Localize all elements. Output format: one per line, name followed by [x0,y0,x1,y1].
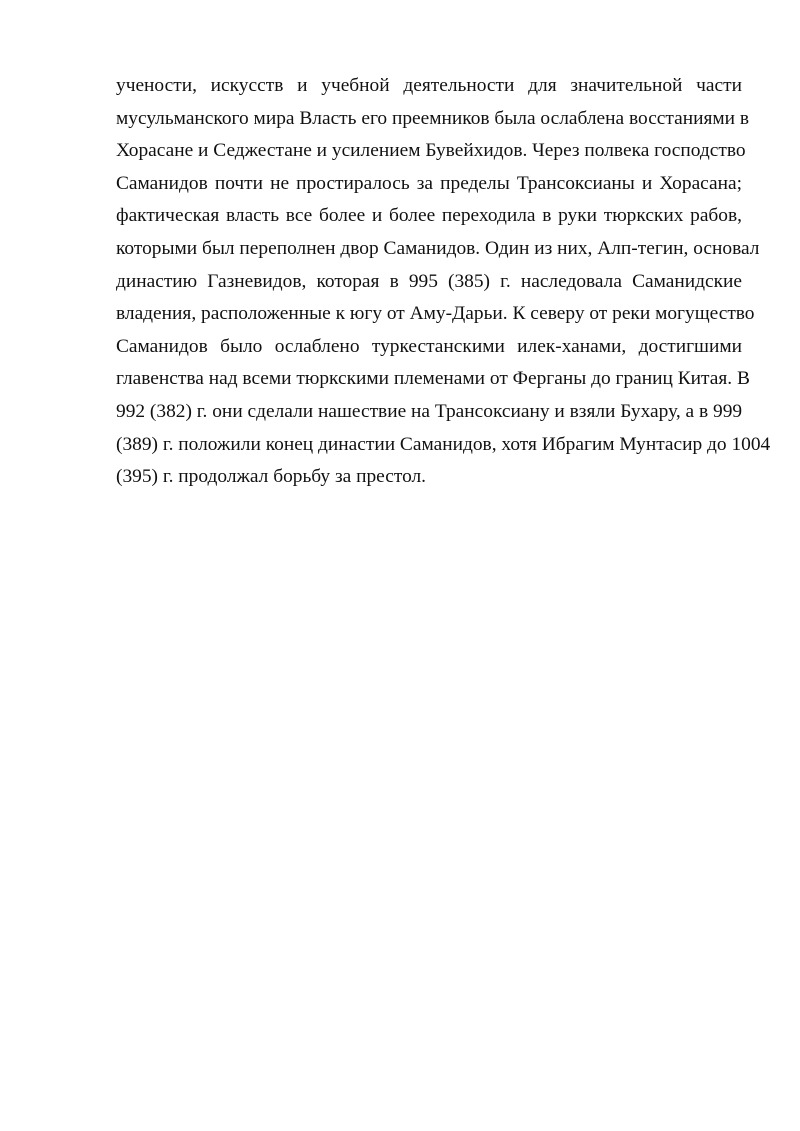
text-line: Саманидов было ослаблено туркестанскими илек-ханами, достигшими [116,335,742,357]
text-line: которыми был переполнен двор Саманидов. Один из них, Алп-тегин, основал [116,237,760,259]
text-line: (389) г. положили конец династии Саманидов, хотя Ибрагим Мунтасир до 1004 [116,433,771,455]
text-line: Саманидов почти не простиралось за пределы Трансоксианы и Хорасана; [116,172,742,194]
body-paragraph [116,70,771,494]
text-line: 992 (382) г. они сделали нашествие на Трансоксиану и взяли Бухару, а в 999 [116,400,743,422]
text-line: главенства над всеми тюркскими племенами от Ферганы до границ Китая. В [116,368,750,390]
text-line: учености, искусств и учебной деятельности для значительной части [116,75,742,96]
text-line: династию Газневидов, которая в 995 (385) г. наследовала Саманидские [116,270,742,292]
text-line: мусульманского мира Власть его преемников была ослаблена восстаниями в [116,107,750,129]
text-line: владения, расположенные к югу от Аму-Дарьи. К северу от реки могущество [116,303,755,325]
text-line: (395) г. продолжал борьбу за престол. [116,466,427,488]
text-line: фактическая власть все более и более переходила в руки тюркских рабов, [116,205,742,227]
text-line: Хорасане и Седжестане и усилением Бувейхидов. Через полвека господство [116,140,746,162]
